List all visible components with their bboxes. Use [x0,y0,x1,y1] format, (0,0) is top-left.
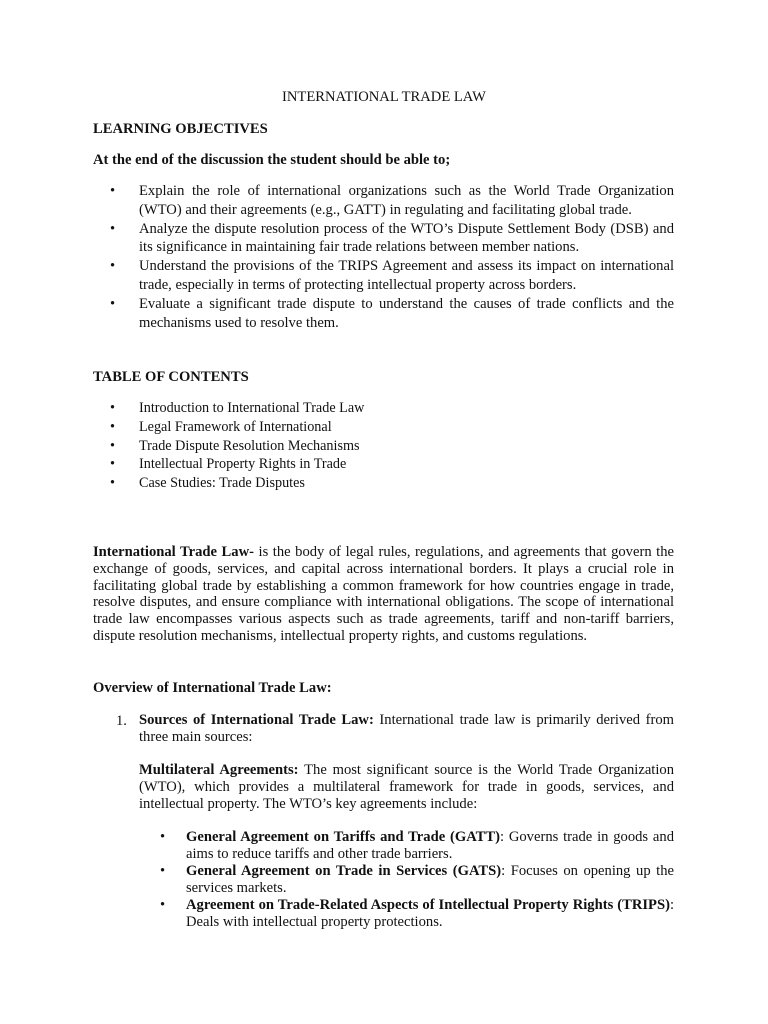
intro-paragraph [93,544,674,645]
bullet-icon: • [110,475,115,492]
objective-item: • Explain the role of international organizations such as the World Trade Organization (WTO) and their agreements (e.g., GATT) in regulating and facilitating global trade. [110,183,674,218]
bullet-icon: • [110,220,116,237]
objectives-intro: At the end of the discussion the student should be able to; [93,152,451,168]
bullet-icon: • [160,863,166,879]
bullet-icon: • [110,183,116,199]
bullet-icon: • [160,829,166,845]
learning-objectives-heading: LEARNING OBJECTIVES [93,121,268,137]
bullet-icon: • [110,456,115,473]
multilateral-text: The most significant source is the World Trade Organization (WTO), which provides a multilateral framework for trade in goods, services, and intellectual property. The WTO’s key agreements include: [139,762,674,812]
toc-item: • Introduction to International Trade Law [110,400,365,416]
objective-item: • Evaluate a significant trade dispute to understand the causes of trade conflicts and the mechanisms used to resolve them. [110,295,674,331]
overview-heading: Overview of International Trade Law: [93,680,332,696]
intro-term: International Trade Law- [93,544,254,560]
item-number: 1. [116,713,127,729]
agreement-item: • Agreement on Trade-Related Aspects of Intellectual Property Rights (TRIPS): Deals with intellectual property protections. [160,897,674,930]
objective-item: • Understand the provisions of the TRIPS Agreement and assess its impact on international trade, especially in terms of protecting intellectual property across borders. [110,258,674,293]
bullet-icon: • [110,258,116,275]
multilateral-term: Multilateral Agreements: [139,762,299,778]
objective-item: • Analyze the dispute resolution process of the WTO’s Dispute Settlement Body (DSB) and its significance in maintaining fair trade relations between member nations. [110,220,674,256]
sources-paragraph [139,712,674,746]
sources-term: Sources of International Trade Law: [139,712,374,728]
agreement-item: • General Agreement on Tariffs and Trade (GATT): Governs trade in goods and aims to reduce tariffs and other trade barriers. [160,829,674,862]
table-of-contents-list [110,399,674,493]
bullet-icon: • [110,295,116,312]
table-of-contents-heading: TABLE OF CONTENTS [93,369,249,385]
toc-item: • Trade Dispute Resolution Mechanisms [110,437,360,454]
document-title: INTERNATIONAL TRADE LAW [282,89,486,105]
toc-item: • Intellectual Property Rights in Trade [110,456,347,473]
bullet-icon: • [110,418,115,435]
agreements-list [160,829,674,931]
bullet-icon: • [160,897,166,913]
objectives-list [110,182,674,332]
bullet-icon: • [110,437,115,454]
sources-text: International trade law is primarily derived from three main sources: [139,712,674,745]
bullet-icon: • [110,400,115,416]
agreement-item: • General Agreement on Trade in Services (GATS): Focuses on opening up the services markets. [160,863,674,896]
toc-item: • Legal Framework of International [110,418,332,435]
intro-text: is the body of legal rules, regulations, and agreements that govern the exchange of goods, services, and capital across international borders. It plays a crucial role in facilitating global trade by establishing a common framework for how countries engage in trade, resolve disputes, and ensure compliance with international obligations. The scope of international trade law encompasses various aspects such as trade agreements, tariff and non-tariff barriers, dispute resolution mechanisms, intellectual property rights, and customs regulations. [93,544,674,644]
multilateral-paragraph [139,762,674,813]
toc-item: • Case Studies: Trade Disputes [110,475,305,492]
